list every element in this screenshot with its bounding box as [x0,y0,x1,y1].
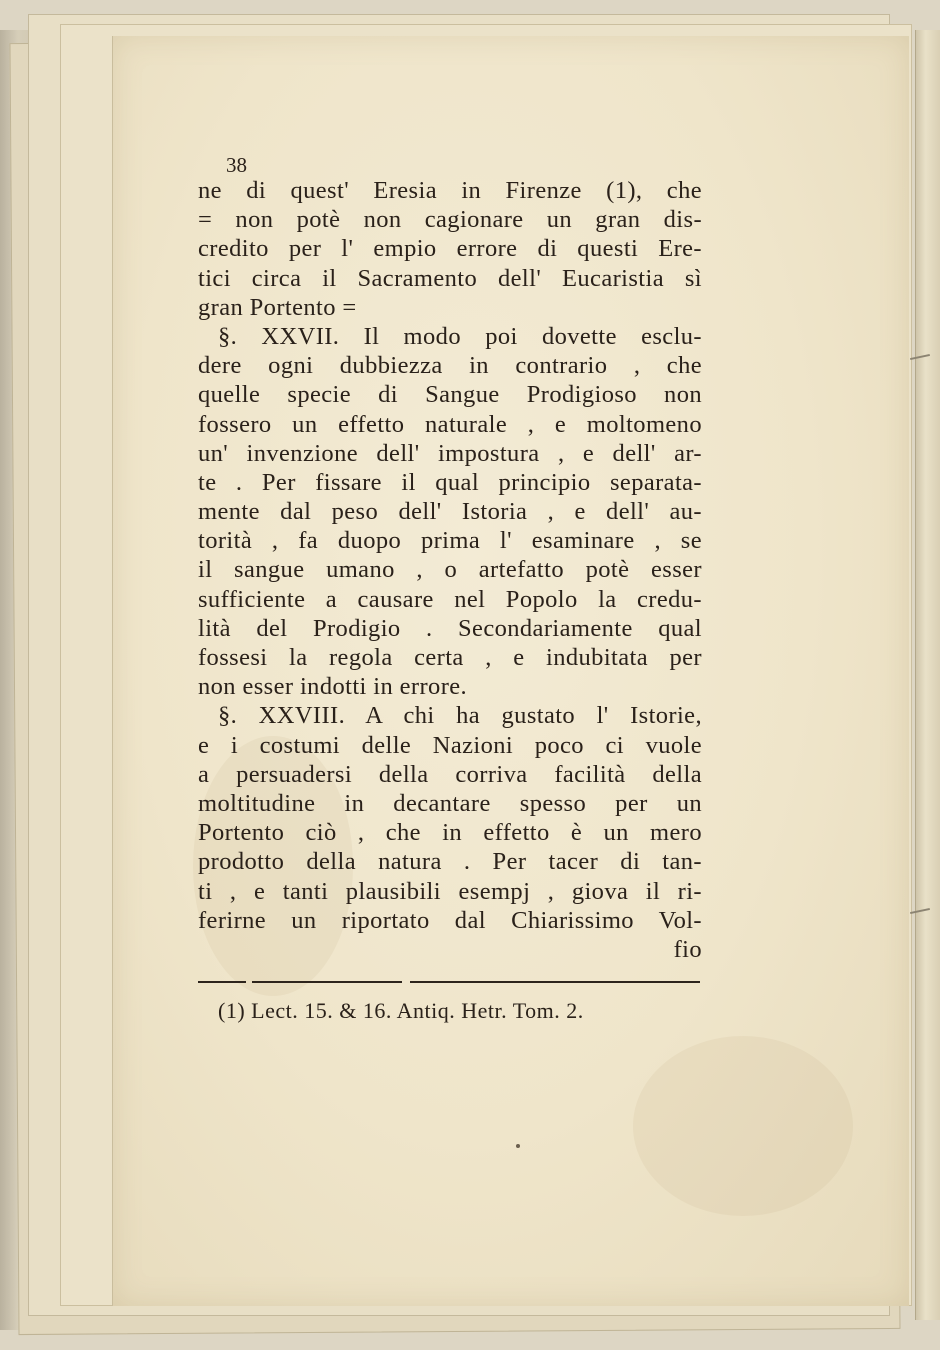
text-line: ti , e tanti plausibili esempj , giova il ri- [198,877,702,905]
binding-thread-icon [910,354,930,360]
text-line: fossero un effetto naturale , e moltomeno [198,410,702,438]
text-line: Portento ciò , che in effetto è un mero [198,819,702,847]
page-text [198,154,702,964]
text-line: a persuadersi della corriva facilità della [198,760,702,788]
footnote-rule [198,979,700,985]
text-line: dere ogni dubbiezza in contrario , che [198,352,702,380]
text-line: te . Per fissare il qual principio separata- [198,468,702,496]
text-line: ferirne un riportato dal Chiarissimo Vol- [198,906,702,934]
text-line: il sangue umano , o artefatto potè esser [198,556,702,584]
footnote: (1) Lect. 15. & 16. Antiq. Hetr. Tom. 2. [218,998,584,1023]
text-line: un' invenzione dell' impostura , e dell' ar- [198,439,702,467]
page-fore-edge [915,30,940,1320]
text-line: ne di quest' Eresia in Firenze (1), che [198,177,702,204]
text-line: mente dal peso dell' Istoria , e dell' au- [198,498,702,526]
text-line: torità , fa duopo prima l' esaminare , se [198,527,702,555]
catchword: fio [673,935,702,963]
text-line: = non potè non cagionare un gran dis- [198,206,702,234]
paragraph-heading-xxviii: §. XXVIII. A chi ha gustato l' Istorie, [218,702,702,730]
binding-thread-icon [910,908,930,914]
text-line: prodotto della natura . Per tacer di tan- [198,848,702,876]
text-line: e i costumi delle Nazioni poco ci vuole [198,731,702,759]
ink-speck [516,1144,520,1148]
paragraph-heading-xxvii: §. XXVII. Il modo poi dovette esclu- [218,322,702,350]
text-line: gran Portento = [198,293,357,321]
text-line: fossesi la regola certa , e indubitata per [198,644,702,671]
text-line: sufficiente a causare nel Popolo la credu- [198,585,702,613]
text-line: moltitudine in decantare spesso per un [198,789,702,817]
text-line: quelle specie di Sangue Prodigioso non [198,381,702,409]
page-number: 38 [226,153,247,177]
text-line: tici circa il Sacramento dell' Eucaristia sì [198,264,702,292]
text-line: credito per l' empio errore di questi Ere- [198,235,702,263]
text-line: non esser indotti in errore. [198,673,468,701]
text-line: lità del Prodigio . Secondariamente qual [198,614,702,642]
